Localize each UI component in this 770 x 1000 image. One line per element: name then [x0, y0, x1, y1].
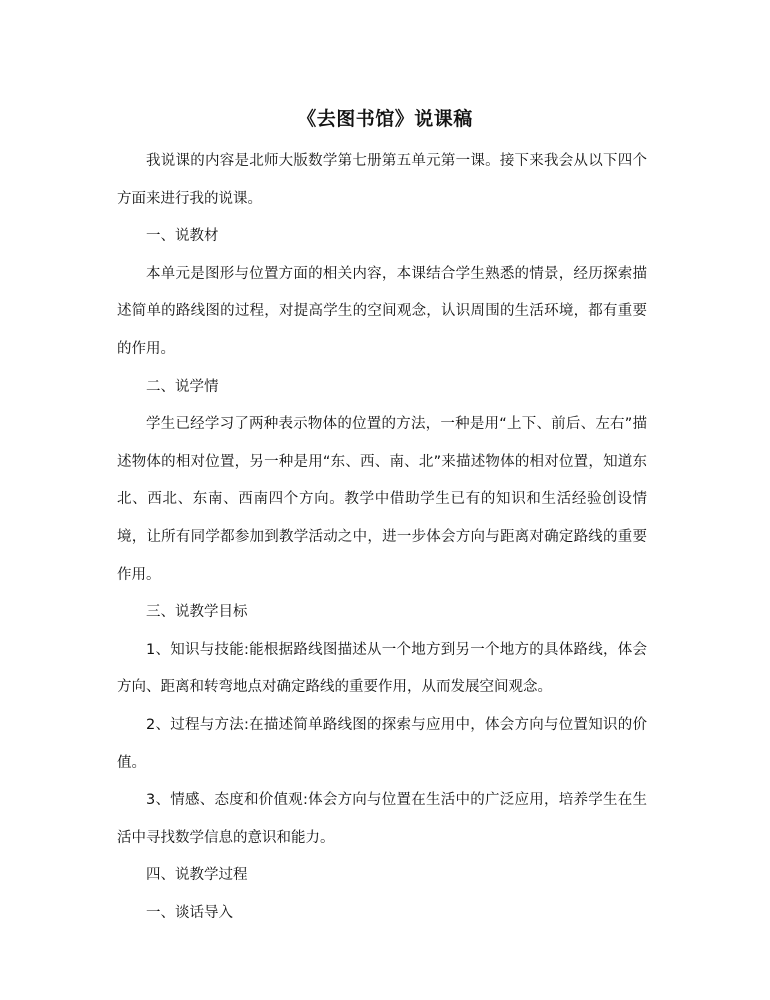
section-heading-textbook: 一、说教材 [146, 228, 219, 245]
goal-item-knowledge: 1、知识与技能:能根据路线图描述从一个地方到另一个地方的具体路线，体会方向、距离和转弯地点对确定路线的重要作用，从而发展空间观念。 [117, 641, 647, 696]
section-heading-goals: 三、说教学目标 [146, 604, 248, 621]
goal-item-attitude: 3、情感、态度和价值观:体会方向与位置在生活中的广泛应用，培养学生在生活中寻找数学信息的意识和能力。 [117, 792, 647, 846]
subsection-heading-intro: 一、谈话导入 [146, 904, 233, 921]
students-paragraph: 学生已经学习了两种表示物体的位置的方法，一种是用“上下、前后、左右”描述物体的相对位置，另一种是用“东、西、南、北”来描述物体的相对位置，知道东北、西北、东南、西南四个方向。教学中借助学生已有的知识和生活经验创设情境，让所有同学都参加到教学活动之中，进一步体会方向与距离对确定路线的重要作用。 [117, 416, 647, 583]
intro-paragraph: 我说课的内容是北师大版数学第七册第五单元第一课。接下来我会从以下四个方面来进行我的说课。 [117, 153, 647, 207]
document-title: 《去图书馆》说课稿 [297, 108, 473, 130]
section-heading-students: 二、说学情 [146, 378, 219, 395]
section-heading-process: 四、说教学过程 [146, 867, 248, 884]
document-body [117, 143, 647, 932]
goal-item-process: 2、过程与方法:在描述简单路线图的探索与应用中，体会方向与位置知识的价值。 [117, 716, 647, 771]
textbook-paragraph: 本单元是图形与位置方面的相关内容，本课结合学生熟悉的情景，经历探索描述简单的路线图的过程，对提高学生的空间观念，认识周围的生活环境，都有重要的作用。 [117, 265, 647, 357]
